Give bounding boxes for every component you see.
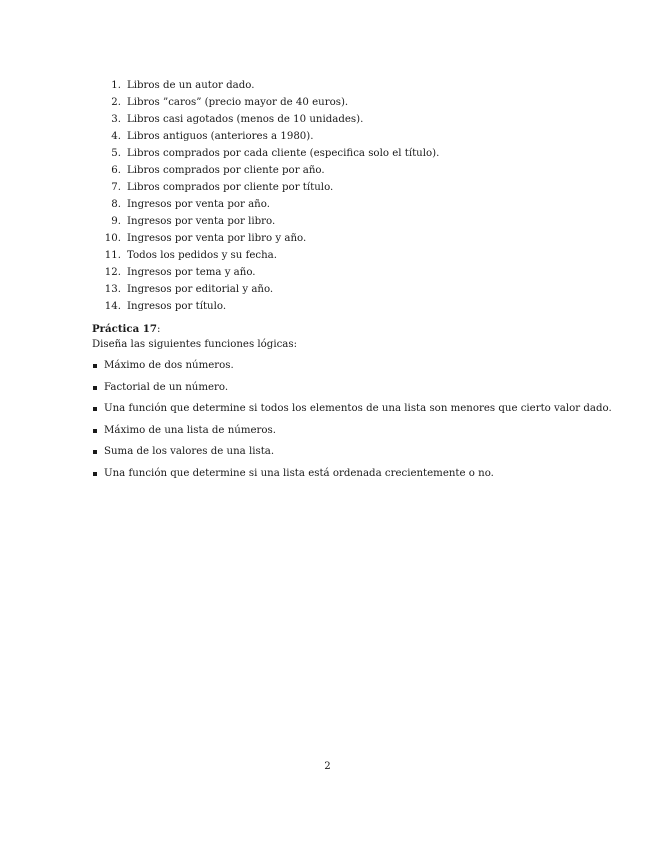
practice-title-line (92, 322, 297, 337)
list-item (92, 128, 439, 145)
numbered-query-list (92, 77, 439, 315)
item-number: 4. (111, 131, 121, 142)
bullet-item (92, 355, 612, 377)
square-bullet-icon (93, 429, 97, 433)
list-item (92, 179, 439, 196)
item-number: 9. (111, 216, 121, 227)
item-text: Ingresos por venta por libro. (127, 216, 276, 227)
bullet-text: Máximo de dos números. (104, 360, 234, 371)
item-text: Libros casi agotados (menos de 10 unidades). (127, 114, 364, 125)
item-text: Ingresos por editorial y año. (127, 284, 274, 295)
bullet-text: Una función que determine si todos los elementos de una lista son menores que cierto valor dado. (104, 403, 612, 415)
item-text: Libros comprados por cliente por título. (127, 182, 334, 193)
list-item (92, 213, 439, 230)
square-bullet-icon (93, 407, 97, 411)
bullet-item (92, 377, 612, 399)
list-item (92, 264, 439, 281)
item-number: 7. (111, 182, 121, 193)
item-number: 13. (104, 284, 121, 295)
list-item (92, 230, 439, 247)
list-item (92, 281, 439, 298)
square-bullet-icon (93, 472, 97, 476)
item-text: Todos los pedidos y su fecha. (127, 250, 277, 261)
bullet-item (92, 463, 612, 485)
item-number: 1. (111, 80, 121, 91)
item-number: 12. (104, 267, 121, 278)
square-bullet-icon (93, 364, 97, 368)
list-item (92, 298, 439, 315)
list-item (92, 196, 439, 213)
page-number: 2 (324, 761, 331, 772)
item-number: 14. (104, 301, 121, 312)
item-number: 10. (104, 233, 121, 244)
item-text: Ingresos por venta por libro y año. (127, 233, 307, 244)
list-item (92, 111, 439, 128)
practice-heading: Práctica 17 (92, 323, 157, 335)
square-bullet-icon (93, 386, 97, 390)
list-item (92, 77, 439, 94)
bullet-text: Factorial de un número. (104, 381, 229, 393)
item-number: 6. (111, 165, 121, 176)
list-item (92, 162, 439, 179)
item-text: Libros antiguos (anteriores a 1980). (127, 131, 314, 142)
practice-intro: Diseña las siguientes funciones lógicas: (92, 339, 298, 350)
item-text: Libros de un autor dado. (127, 80, 255, 91)
bullet-text: Suma de los valores de una lista. (104, 446, 275, 458)
item-number: 2. (111, 97, 121, 108)
item-number: 11. (104, 250, 121, 261)
item-text: Libros comprados por cliente por año. (127, 165, 325, 176)
bullet-item (92, 398, 612, 420)
square-bullet-icon (93, 450, 97, 454)
item-number: 3. (111, 114, 121, 125)
list-item (92, 94, 439, 111)
list-item (92, 145, 439, 162)
item-text: Ingresos por venta por año. (127, 199, 270, 210)
item-number: 8. (111, 199, 121, 210)
function-bullet-list (92, 355, 612, 485)
item-text: Ingresos por título. (127, 301, 227, 312)
bullet-text: Máximo de una lista de números. (104, 424, 276, 436)
item-text: Libros ”caros” (precio mayor de 40 euros). (127, 97, 349, 108)
bullet-item (92, 420, 612, 442)
item-text: Ingresos por tema y año. (127, 267, 256, 278)
item-number: 5. (111, 148, 121, 159)
heading-colon: : (156, 324, 161, 335)
bullet-text: Una función que determine si una lista está ordenada crecientemente o no. (104, 467, 494, 479)
item-text: Libros comprados por cada cliente (especifica solo el título). (127, 148, 440, 159)
list-item (92, 247, 439, 264)
practice-section (92, 322, 297, 352)
bullet-item (92, 441, 612, 463)
